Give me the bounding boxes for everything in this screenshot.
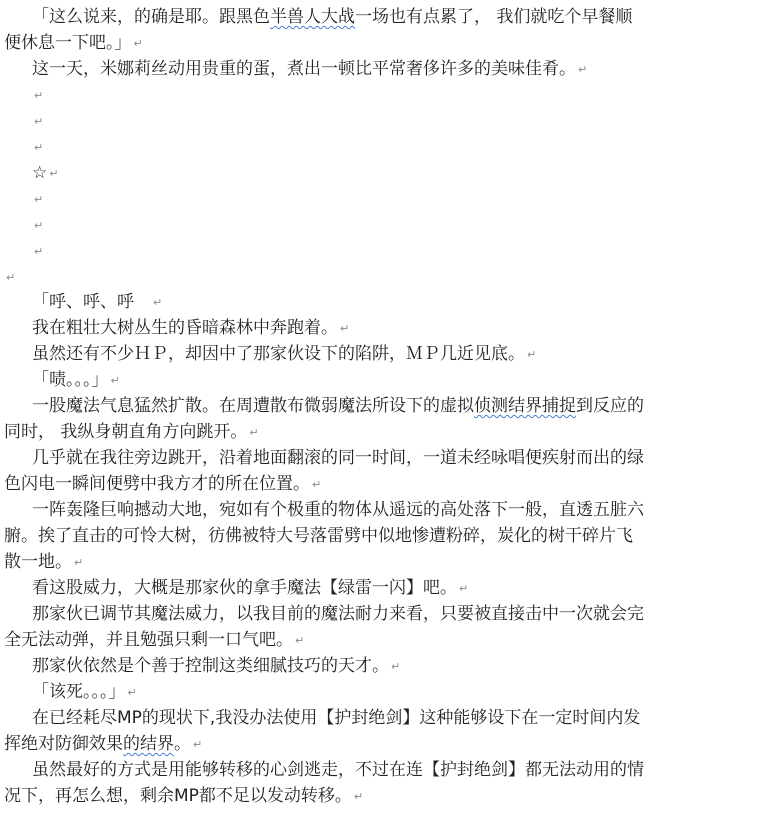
text-line bbox=[0, 604, 782, 624]
text-line bbox=[0, 241, 782, 262]
text-run: 况下，再怎么想，剩余MP都不足以发动转移。 bbox=[4, 786, 352, 806]
text-run: 那家伙已调节其魔法威力，以我目前的魔法耐力来看，只要被直接击中一次就会完 bbox=[32, 604, 644, 624]
text-run: 「啧。。。」 bbox=[32, 370, 109, 390]
paragraph-mark-icon: ↵ bbox=[391, 660, 401, 673]
text-line bbox=[0, 33, 782, 54]
text-line bbox=[0, 552, 782, 573]
paragraph-mark-icon: ↵ bbox=[153, 296, 163, 309]
text-line bbox=[0, 163, 782, 184]
text-run: 「该死。。。」 bbox=[32, 682, 126, 702]
text-run: 那家伙依然是个善于控制这类细腻技巧的天才。 bbox=[32, 656, 389, 676]
text-line bbox=[0, 786, 782, 807]
text-run: 挥绝对防御效果 bbox=[4, 734, 123, 754]
spellcheck-flagged-text: 的结界 bbox=[123, 734, 174, 754]
text-run: 腑。挨了直击的可怜大树，彷佛被特大号落雷劈中似地惨遭粉碎，炭化的树干碎片飞 bbox=[4, 526, 633, 546]
text-run: 。 bbox=[174, 734, 191, 754]
paragraph-mark-icon: ↵ bbox=[578, 63, 588, 76]
text-line bbox=[0, 7, 782, 27]
text-run: 便休息一下吧。」 bbox=[4, 33, 132, 53]
text-run: 到反应的 bbox=[576, 396, 644, 416]
paragraph-mark-icon: ↵ bbox=[34, 219, 44, 232]
text-run: 「这么说来，的确是耶。跟黑色 bbox=[32, 7, 270, 27]
text-line bbox=[0, 422, 782, 443]
text-line bbox=[0, 215, 782, 236]
text-run: 全无法动弹，并且勉强只剩一口气吧。 bbox=[4, 630, 293, 650]
text-run: 看这股威力，大概是那家伙的拿手魔法【绿雷一闪】吧。 bbox=[32, 578, 457, 598]
text-line bbox=[0, 656, 782, 677]
paragraph-mark-icon: ↵ bbox=[34, 193, 44, 206]
text-line bbox=[0, 267, 782, 288]
text-line bbox=[0, 734, 782, 755]
text-line bbox=[0, 682, 782, 703]
text-run: 几乎就在我往旁边跳开，沿着地面翻滚的同一时间，一道未经咏唱便疾射而出的绿 bbox=[32, 448, 644, 468]
paragraph-mark-icon: ↵ bbox=[49, 167, 59, 180]
text-line bbox=[0, 344, 782, 365]
paragraph-mark-icon: ↵ bbox=[193, 738, 203, 751]
text-line bbox=[0, 370, 782, 391]
spellcheck-flagged-text: 侦测结界捕捉 bbox=[474, 396, 576, 416]
paragraph-mark-icon: ↵ bbox=[34, 141, 44, 154]
text-run: 「呼、呼、呼 bbox=[32, 292, 151, 312]
paragraph-mark-icon: ↵ bbox=[34, 115, 44, 128]
paragraph-mark-icon: ↵ bbox=[353, 790, 364, 803]
paragraph-mark-icon: ↵ bbox=[127, 686, 137, 699]
paragraph-mark-icon: ↵ bbox=[110, 374, 120, 387]
text-run: 我在粗壮大树丛生的昏暗森林中奔跑着。 bbox=[32, 318, 338, 338]
spellcheck-flagged-text: 半兽人大战 bbox=[270, 7, 355, 27]
text-line bbox=[0, 760, 782, 780]
paragraph-mark-icon: ↵ bbox=[312, 478, 322, 491]
paragraph-mark-icon: ↵ bbox=[74, 556, 84, 569]
text-run: 一阵轰隆巨响撼动大地，宛如有个极重的物体从遥远的高处落下一般，直透五脏六 bbox=[32, 500, 644, 520]
text-run: 在已经耗尽MP的现状下,我没办法使用【护封绝剑】这种能够设下在一定时间内发 bbox=[32, 708, 641, 728]
text-line bbox=[0, 526, 782, 546]
text-line bbox=[0, 630, 782, 651]
paragraph-mark-icon: ↵ bbox=[459, 582, 469, 595]
text-line bbox=[0, 85, 782, 106]
paragraph-mark-icon: ↵ bbox=[295, 634, 305, 647]
paragraph-mark-icon: ↵ bbox=[527, 348, 537, 361]
text-line bbox=[0, 137, 782, 158]
paragraph-mark-icon: ↵ bbox=[34, 245, 44, 258]
text-line bbox=[0, 708, 782, 728]
text-run: 一股魔法气息猛然扩散。在周遭散布微弱魔法所设下的虚拟 bbox=[32, 396, 474, 416]
paragraph-mark-icon: ↵ bbox=[34, 89, 44, 102]
paragraph-mark-icon: ↵ bbox=[6, 271, 16, 284]
paragraph-mark-icon: ↵ bbox=[133, 37, 143, 50]
text-line bbox=[0, 396, 782, 416]
text-line bbox=[0, 500, 782, 520]
text-line bbox=[0, 111, 782, 132]
text-line bbox=[0, 292, 782, 313]
text-run: 这一天，米娜莉丝动用贵重的蛋，煮出一顿比平常奢侈许多的美味佳肴。 bbox=[32, 59, 576, 79]
text-run: ☆ bbox=[32, 163, 48, 183]
text-run: 散一地。 bbox=[4, 552, 72, 572]
text-run: 虽然还有不少ＨＰ，却因中了那家伙设下的陷阱，ＭＰ几近见底。 bbox=[32, 344, 525, 364]
text-run: 同时， 我纵身朝直角方向跳开。 bbox=[4, 422, 248, 442]
text-line bbox=[0, 474, 782, 495]
text-line bbox=[0, 578, 782, 599]
text-run: 色闪电一瞬间便劈中我方才的所在位置。 bbox=[4, 474, 310, 494]
text-run: 虽然最好的方式是用能够转移的心剑逃走，不过在连【护封绝剑】都无法动用的情 bbox=[32, 760, 644, 780]
paragraph-mark-icon: ↵ bbox=[340, 322, 350, 335]
paragraph-mark-icon: ↵ bbox=[249, 426, 259, 439]
text-line bbox=[0, 59, 782, 80]
text-line bbox=[0, 448, 782, 468]
text-line bbox=[0, 189, 782, 210]
text-line bbox=[0, 318, 782, 339]
text-run: 一场也有点累了， 我们就吃个早餐顺 bbox=[355, 7, 633, 27]
